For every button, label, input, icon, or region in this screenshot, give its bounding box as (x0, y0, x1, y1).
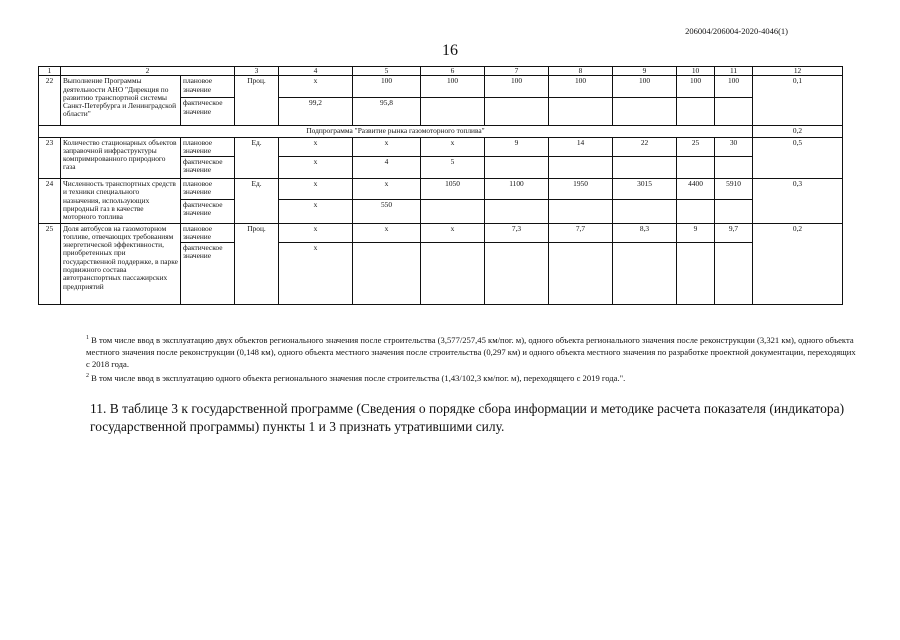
planned-value: 9 (677, 223, 715, 243)
planned-value: х (279, 76, 353, 98)
unit-cell: Проц. (235, 76, 279, 126)
footnote-2 (38, 372, 866, 384)
actual-value (715, 157, 753, 179)
planned-value: 100 (421, 76, 485, 98)
document-number: 206004/206004-2020-4046(1) (685, 26, 788, 36)
planned-value: 9 (485, 137, 549, 157)
row-number: 22 (39, 76, 61, 126)
planned-value: 22 (613, 137, 677, 157)
planned-value: 7,7 (549, 223, 613, 243)
planned-label: плановое значение (181, 223, 235, 243)
planned-value: х (421, 137, 485, 157)
planned-value: 9,7 (715, 223, 753, 243)
planned-value: 1950 (549, 179, 613, 200)
planned-label: плановое значение (181, 76, 235, 98)
actual-value (549, 98, 613, 126)
planned-value: х (279, 137, 353, 157)
header-cell: 6 (421, 67, 485, 76)
actual-value (613, 200, 677, 224)
actual-value: 95,8 (353, 98, 421, 126)
planned-value: 100 (353, 76, 421, 98)
row-number: 24 (39, 179, 61, 223)
header-cell: 5 (353, 67, 421, 76)
actual-value (421, 98, 485, 126)
indicator-name: Доля автобусов на газомоторном топливе, отвечающих требованиям энергетической эффективности, приобретенных при государственной поддержке, в парке подвижного состава автотранспортных пассажирских предприятий (61, 223, 181, 305)
planned-value: х (353, 179, 421, 200)
unit-cell: Ед. (235, 179, 279, 223)
actual-value: 5 (421, 157, 485, 179)
actual-value (677, 200, 715, 224)
actual-value (677, 157, 715, 179)
header-cell: 8 (549, 67, 613, 76)
actual-value: 4 (353, 157, 421, 179)
planned-value: 14 (549, 137, 613, 157)
actual-value (613, 157, 677, 179)
planned-value: 100 (613, 76, 677, 98)
table-row (39, 223, 843, 243)
footnote-2-text: В том числе ввод в эксплуатацию одного объекта регионального значения после строительства (1,43/102,3 км/пог. м), переходящего с 2019 года.". (91, 373, 626, 383)
planned-value: 3015 (613, 179, 677, 200)
planned-value: 1050 (421, 179, 485, 200)
body-paragraph (38, 400, 858, 436)
planned-value: 100 (677, 76, 715, 98)
weight-cell: 0,2 (753, 126, 843, 137)
subprogram-title: Подпрограмма "Развитие рынка газомоторного топлива" (39, 126, 753, 137)
actual-value (715, 243, 753, 305)
table-row (39, 137, 843, 157)
indicator-name: Численность транспортных средств и техники специального назначения, использующих природный газ в качестве моторного топлива (61, 179, 181, 223)
planned-value: 30 (715, 137, 753, 157)
planned-value: х (421, 223, 485, 243)
footnote-1 (38, 334, 858, 370)
planned-value: х (279, 223, 353, 243)
actual-value (549, 157, 613, 179)
planned-value: 8,3 (613, 223, 677, 243)
planned-label: плановое значение (181, 137, 235, 157)
header-cell: 3 (235, 67, 279, 76)
actual-value (715, 200, 753, 224)
weight-cell: 0,5 (753, 137, 843, 179)
actual-value (715, 98, 753, 126)
actual-value (677, 243, 715, 305)
weight-cell: 0,2 (753, 223, 843, 305)
table-header-row (39, 67, 843, 76)
actual-value (421, 243, 485, 305)
row-number: 23 (39, 137, 61, 179)
planned-value: х (353, 223, 421, 243)
header-cell: 10 (677, 67, 715, 76)
weight-cell: 0,1 (753, 76, 843, 126)
planned-value: 100 (549, 76, 613, 98)
indicator-name: Выполнение Программы деятельности АНО "Дирекция по развитию транспортной системы Санкт-Петербурга и Ленинградской области" (61, 76, 181, 126)
footnote-1-text: В том числе ввод в эксплуатацию двух объектов регионального значения после строительства (3,577/257,45 км/пог. м), одного объекта регионального значения после реконструкции (3,321 км), одного объекта местного значения после реконструкции (0,148 км), одного объекта местного значения после строительства (0,297 км) и одного объекта местного значения по разработке проектной документации, переходящих с 2018 года. (86, 335, 856, 370)
actual-value (421, 200, 485, 224)
actual-value: х (279, 157, 353, 179)
planned-value: 5910 (715, 179, 753, 200)
actual-value (677, 98, 715, 126)
paragraph-11: 11. В таблице 3 к государственной программе (Сведения о порядке сбора информации и методике расчета показателя (индикатора) государственной программы) пункты 1 и 3 признать утратившими силу. (90, 401, 845, 435)
planned-value: 25 (677, 137, 715, 157)
subprogram-row (39, 126, 843, 137)
header-cell: 9 (613, 67, 677, 76)
unit-cell: Ед. (235, 137, 279, 179)
header-cell: 2 (61, 67, 235, 76)
planned-value: х (353, 137, 421, 157)
unit-cell: Проц. (235, 223, 279, 305)
table-row (39, 76, 843, 98)
actual-value (353, 243, 421, 305)
actual-value (549, 243, 613, 305)
header-cell: 12 (753, 67, 843, 76)
header-cell: 4 (279, 67, 353, 76)
planned-value: 1100 (485, 179, 549, 200)
header-cell: 1 (39, 67, 61, 76)
planned-value: 4400 (677, 179, 715, 200)
actual-label: фактическое значение (181, 243, 235, 305)
actual-value: 550 (353, 200, 421, 224)
actual-value (613, 98, 677, 126)
weight-cell: 0,3 (753, 179, 843, 223)
actual-value: 99,2 (279, 98, 353, 126)
row-number: 25 (39, 223, 61, 305)
actual-label: фактическое значение (181, 157, 235, 179)
planned-value: х (279, 179, 353, 200)
actual-label: фактическое значение (181, 200, 235, 224)
footnote-2-mark: 2 (86, 373, 89, 380)
planned-label: плановое значение (181, 179, 235, 200)
page-number: 16 (442, 42, 458, 59)
indicator-name: Количество стационарных объектов заправочной инфраструктуры компримированного природного газа (61, 137, 181, 179)
actual-value (549, 200, 613, 224)
header-cell: 7 (485, 67, 549, 76)
footnote-1-mark: 1 (86, 335, 89, 342)
actual-value (485, 200, 549, 224)
table-row (39, 179, 843, 200)
planned-value: 100 (485, 76, 549, 98)
actual-value: х (279, 200, 353, 224)
planned-value: 100 (715, 76, 753, 98)
planned-value: 7,3 (485, 223, 549, 243)
indicators-table (38, 66, 843, 305)
actual-value (613, 243, 677, 305)
header-cell: 11 (715, 67, 753, 76)
actual-value (485, 157, 549, 179)
actual-value (485, 243, 549, 305)
actual-label: фактическое значение (181, 98, 235, 126)
actual-value (485, 98, 549, 126)
actual-value: х (279, 243, 353, 305)
